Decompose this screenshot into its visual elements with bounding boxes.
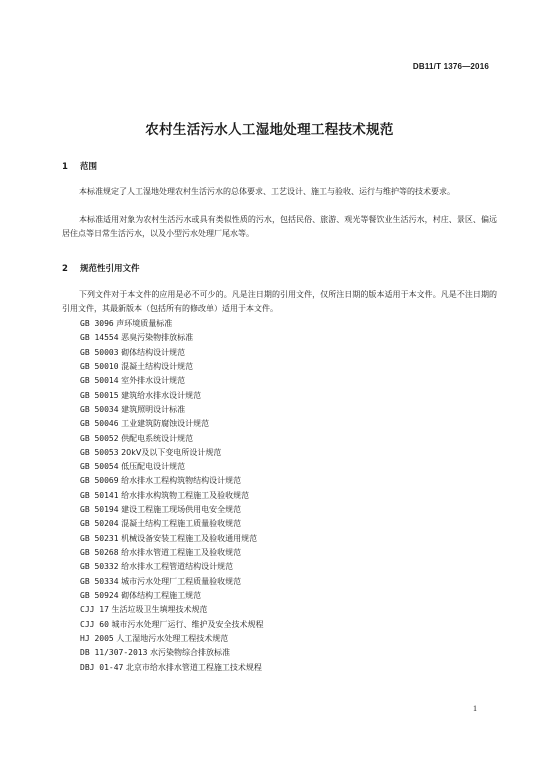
- reference-title: 声环境质量标准: [116, 319, 173, 328]
- page-number: 1: [473, 704, 477, 713]
- reference-code: GB 3096: [80, 319, 114, 328]
- reference-item: [80, 346, 263, 360]
- reference-code: CJJ 60: [80, 619, 109, 629]
- scope-paragraph-1: 本标准规定了人工湿地处理农村生活污水的总体要求、工艺设计、施工与验收、运行与维护等的技术要求。: [79, 187, 455, 196]
- reference-item: [80, 432, 263, 446]
- reference-item: [80, 517, 263, 531]
- reference-code: GB 50194: [80, 505, 119, 515]
- reference-code: GB 50053: [80, 447, 119, 457]
- section-title: 规范性引用文件: [80, 264, 140, 274]
- reference-code: GB 50231: [80, 533, 119, 543]
- reference-item: [80, 603, 263, 617]
- reference-code: GB 50334: [80, 576, 119, 586]
- section-number: 2: [62, 264, 68, 274]
- reference-item: [80, 474, 263, 488]
- document-title: 农村生活污水人工湿地处理工程技术规范: [145, 122, 394, 138]
- reference-code: DB 11/307-2013: [80, 648, 148, 658]
- reference-code: DBJ 01-47: [80, 662, 124, 672]
- reference-code: GB 50268: [80, 548, 119, 557]
- reference-item: [80, 360, 263, 374]
- reference-title: 给水排水管道工程施工及验收规范: [121, 548, 242, 557]
- reference-code: GB 50069: [80, 476, 119, 486]
- reference-item: [80, 446, 263, 460]
- reference-code: GB 50010: [80, 361, 119, 371]
- reference-item: [80, 403, 263, 417]
- reference-title: 建设工程施工现场供用电安全规范: [121, 505, 242, 515]
- reference-title: 北京市给水排水管道工程施工技术规程: [125, 662, 262, 672]
- reference-code: GB 50141: [80, 490, 119, 500]
- reference-code: CJJ 17: [80, 605, 109, 615]
- references-intro-paragraph: 下列文件对于本文件的应用是必不可少的。凡是注日期的引用文件，仅所注日期的版本适用于本文件。凡是不注日期的引用文件，其最新版本（包括所有的修改单）适用于本文件。: [62, 290, 497, 313]
- reference-code: HJ 2005: [80, 633, 114, 643]
- reference-title: 砌体结构工程施工规范: [121, 590, 202, 600]
- reference-title: 恶臭污染物排放标准: [121, 333, 194, 343]
- reference-code: GB 50015: [80, 390, 119, 400]
- reference-code: GB 50204: [80, 519, 119, 529]
- standard-code: DB11/T 1376—2016: [412, 62, 489, 71]
- reference-item: [80, 532, 263, 546]
- reference-item: [80, 389, 263, 403]
- reference-title: 供配电系统设计规范: [121, 433, 194, 443]
- reference-title: 低压配电设计规范: [121, 462, 186, 472]
- reference-item: [80, 575, 263, 589]
- reference-code: GB 50034: [80, 404, 119, 414]
- reference-code: GB 50003: [80, 347, 119, 357]
- reference-item: [80, 503, 263, 517]
- reference-list: [80, 317, 263, 675]
- reference-title: 20kV及以下变电所设计规范: [121, 447, 222, 457]
- scope-paragraph-2: 本标准适用对象为农村生活污水或具有类似性质的污水，包括民俗、旅游、观光等餐饮业生活污水，村庄、景区、偏远居住点等日常生活污水，以及小型污水处理厂尾水等。: [62, 215, 497, 238]
- reference-code: GB 50014: [80, 376, 119, 386]
- reference-title: 建筑给水排水设计规范: [121, 390, 202, 400]
- reference-title: 生活垃圾卫生填埋技术规范: [111, 605, 208, 615]
- section-title: 范围: [80, 162, 98, 172]
- reference-title: 混凝土结构工程施工质量验收规范: [121, 519, 242, 529]
- reference-code: GB 50332: [80, 562, 119, 572]
- reference-code: GB 14554: [80, 333, 119, 343]
- reference-title: 给水排水工程管道结构设计规范: [121, 562, 234, 572]
- reference-title: 建筑照明设计标准: [121, 404, 186, 414]
- reference-title: 机械设备安装工程施工及验收通用规范: [121, 533, 258, 543]
- section-number: 1: [62, 162, 68, 172]
- reference-title: 水污染物综合排放标准: [149, 648, 230, 658]
- reference-title: 室外排水设计规范: [121, 376, 186, 386]
- reference-title: 工业建筑防腐蚀设计规范: [121, 419, 210, 429]
- reference-title: 城市污水处理厂运行、维护及安全技术规程: [111, 619, 264, 629]
- reference-item: [80, 331, 263, 345]
- reference-title: 混凝土结构设计规范: [121, 361, 194, 371]
- reference-item: [80, 661, 263, 675]
- reference-item: [80, 589, 263, 603]
- reference-title: 给水排水工程构筑物结构设计规范: [121, 476, 242, 486]
- reference-item: [80, 646, 263, 660]
- reference-code: GB 50054: [80, 462, 119, 472]
- reference-item: [80, 546, 263, 560]
- reference-title: 砌体结构设计规范: [121, 347, 186, 357]
- reference-code: GB 50052: [80, 433, 119, 443]
- reference-code: GB 50924: [80, 590, 119, 600]
- section-heading-normative-references: [62, 262, 140, 274]
- reference-title: 城市污水处理厂工程质量验收规范: [121, 576, 242, 586]
- reference-item: [80, 560, 263, 574]
- reference-item: [80, 618, 263, 632]
- reference-item: [80, 632, 263, 646]
- reference-item: [80, 417, 263, 431]
- reference-title: 人工湿地污水处理工程技术规范: [116, 633, 229, 643]
- reference-item: [80, 317, 263, 331]
- reference-title: 给水排水构筑物工程施工及验收规范: [121, 490, 250, 500]
- reference-code: GB 50046: [80, 419, 119, 429]
- reference-item: [80, 374, 263, 388]
- reference-item: [80, 460, 263, 474]
- section-heading-scope: [62, 160, 97, 172]
- reference-item: [80, 489, 263, 503]
